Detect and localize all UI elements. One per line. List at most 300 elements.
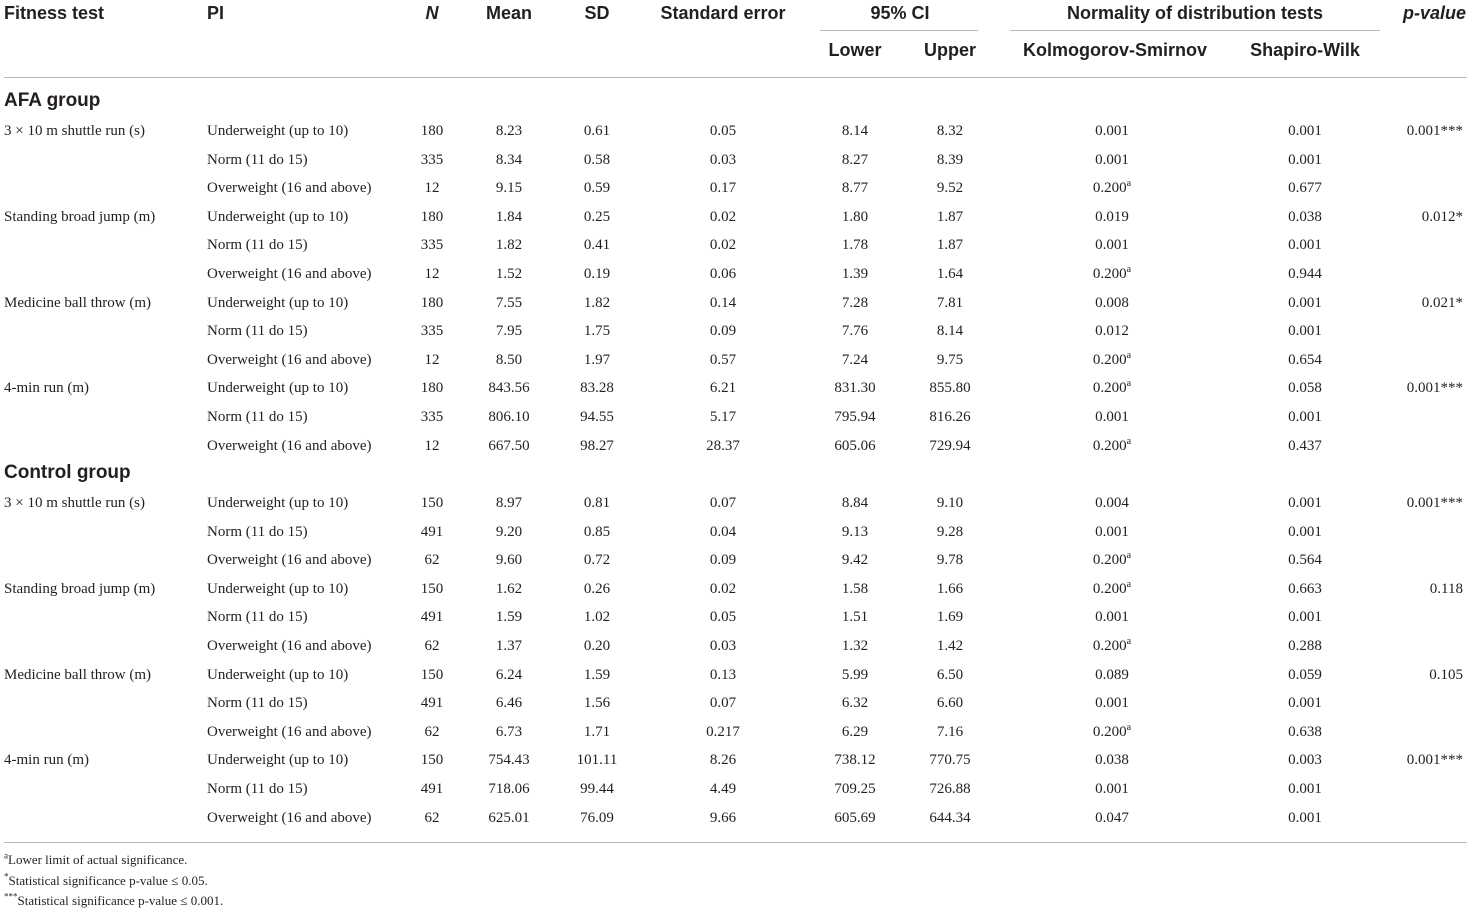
footnote-marker: a (1126, 636, 1132, 647)
cell-mean: 1.37 (495, 638, 523, 654)
cell-p-value (1365, 689, 1463, 717)
cell-mean: 718.06 (488, 781, 530, 797)
cell-ks (1062, 746, 1162, 774)
cell-ks (1062, 260, 1162, 288)
cell-n: 335 (420, 409, 444, 425)
cell-fitness-test: Standing broad jump (m) (4, 208, 156, 225)
cell-mean: 754.43 (488, 752, 530, 769)
cell-mean: 1.62 (495, 580, 523, 597)
cell-pi: Underweight (up to 10) (207, 666, 349, 683)
cell-sd: 0.61 (583, 123, 611, 139)
cell-sd: 1.02 (583, 609, 611, 626)
header-normality: Normality of distribution tests (1066, 3, 1324, 23)
cell-ks (1062, 374, 1162, 402)
header-p-value: p-value (1402, 3, 1466, 23)
normality-subheader-rule (1010, 30, 1380, 31)
ks-value: 0.038 (1095, 752, 1129, 769)
cell-ci-upper: 6.50 (936, 666, 964, 683)
cell-ci-upper: 8.14 (936, 323, 964, 340)
cell-p-value (1365, 146, 1463, 174)
cell-standard-error: 0.05 (709, 609, 737, 626)
cell-ci-lower: 605.69 (834, 809, 876, 826)
cell-mean: 1.52 (495, 266, 523, 282)
cell-sw: 0.001 (1288, 237, 1322, 254)
cell-ci-upper: 9.10 (936, 495, 964, 511)
cell-ci-upper: 855.80 (929, 380, 971, 397)
cell-mean: 8.23 (495, 123, 523, 139)
table-row (0, 346, 1471, 374)
cell-sw: 0.001 (1288, 809, 1322, 826)
cell-ks (1062, 689, 1162, 717)
cell-pi: Overweight (16 and above) (207, 723, 372, 740)
cell-sw: 0.001 (1288, 294, 1322, 311)
ks-value: 0.004 (1095, 495, 1129, 511)
cell-ks (1062, 289, 1162, 317)
footnote-marker: a (1126, 721, 1132, 733)
cell-standard-error: 0.07 (709, 695, 737, 712)
footnote-marker: a (1126, 178, 1132, 190)
cell-sd: 1.97 (583, 351, 611, 368)
cell-pi: Underweight (up to 10) (207, 123, 349, 139)
cell-mean: 7.55 (495, 294, 523, 311)
header-mean: Mean (485, 3, 532, 23)
cell-p-value (1365, 432, 1463, 460)
cell-standard-error: 0.05 (709, 123, 737, 139)
cell-n: 12 (424, 437, 440, 454)
cell-pi: Overweight (16 and above) (207, 266, 372, 282)
cell-pi: Norm (11 do 15) (207, 151, 308, 168)
cell-ci-lower: 795.94 (834, 409, 876, 425)
cell-mean: 6.46 (495, 695, 523, 712)
cell-ci-lower: 1.80 (841, 208, 869, 225)
cell-standard-error: 0.13 (709, 666, 737, 683)
cell-p-value (1365, 403, 1463, 431)
cell-ci-upper: 7.16 (936, 723, 964, 740)
cell-p-value (1365, 518, 1463, 546)
cell-n: 180 (420, 208, 444, 225)
cell-ci-upper: 9.75 (936, 351, 964, 368)
ks-value: 0.001 (1095, 151, 1129, 168)
table-row (0, 174, 1471, 202)
cell-pi: Norm (11 do 15) (207, 323, 308, 340)
table-row (0, 632, 1471, 660)
cell-n: 12 (424, 180, 440, 197)
cell-p-value: 0.001*** (1406, 123, 1463, 139)
table-row (0, 489, 1471, 517)
ks-value: 0.047 (1095, 809, 1129, 826)
table-row (0, 518, 1471, 546)
ks-value: 0.089 (1095, 666, 1129, 683)
cell-sw: 0.288 (1288, 638, 1322, 654)
cell-sd: 0.25 (583, 208, 611, 225)
footnote-marker: a (1126, 349, 1132, 361)
cell-n: 335 (420, 323, 444, 340)
table-row (0, 603, 1471, 631)
ks-value: 0.200 (1092, 638, 1127, 654)
cell-ks (1062, 174, 1162, 202)
table-row (0, 117, 1471, 145)
cell-sd: 0.81 (583, 495, 611, 511)
cell-ks (1062, 632, 1162, 660)
table-row (0, 374, 1471, 402)
ks-value: 0.200 (1092, 552, 1127, 569)
cell-n: 150 (420, 752, 444, 769)
cell-p-value (1365, 546, 1463, 574)
table-row (0, 546, 1471, 574)
cell-fitness-test: Standing broad jump (m) (4, 580, 156, 597)
cell-ci-upper: 9.78 (936, 552, 964, 569)
cell-ks (1062, 317, 1162, 345)
cell-ci-lower: 9.42 (841, 552, 869, 569)
ks-value: 0.019 (1095, 208, 1129, 225)
cell-p-value (1365, 804, 1463, 832)
cell-ks (1062, 518, 1162, 546)
footnote (4, 871, 208, 891)
cell-ks (1062, 575, 1162, 603)
cell-pi: Overweight (16 and above) (207, 180, 372, 197)
cell-n: 150 (420, 495, 444, 511)
table-row (0, 689, 1471, 717)
cell-standard-error: 4.49 (709, 781, 737, 797)
table-row (0, 661, 1471, 689)
cell-pi: Underweight (up to 10) (207, 294, 349, 311)
header-ci-upper: Upper (923, 40, 976, 60)
ks-value: 0.001 (1095, 523, 1129, 540)
cell-n: 150 (420, 666, 444, 683)
cell-ci-lower: 8.27 (841, 151, 869, 168)
table-row (0, 804, 1471, 832)
cell-standard-error: 0.57 (709, 351, 737, 368)
cell-sw: 0.638 (1288, 723, 1322, 740)
header-ci-lower: Lower (828, 40, 882, 60)
cell-n: 491 (420, 609, 444, 626)
cell-mean: 8.34 (495, 151, 523, 168)
cell-ks (1062, 146, 1162, 174)
cell-p-value (1365, 260, 1463, 288)
cell-ci-upper: 1.69 (936, 609, 964, 626)
ks-value: 0.200 (1092, 180, 1127, 197)
cell-pi: Norm (11 do 15) (207, 695, 308, 712)
cell-standard-error: 6.21 (709, 380, 737, 397)
header-sd: SD (584, 3, 610, 23)
cell-ci-upper: 1.64 (936, 266, 964, 282)
cell-ci-upper: 6.60 (936, 695, 964, 712)
cell-ci-lower: 5.99 (841, 666, 869, 683)
cell-ks (1062, 231, 1162, 259)
cell-n: 12 (424, 351, 440, 368)
cell-p-value: 0.118 (1429, 580, 1463, 597)
cell-sw: 0.677 (1288, 180, 1322, 197)
cell-ci-lower: 831.30 (834, 380, 876, 397)
cell-sd: 98.27 (580, 437, 614, 454)
cell-ci-upper: 1.87 (936, 208, 964, 225)
cell-sd: 1.71 (583, 723, 611, 740)
cell-ks (1062, 403, 1162, 431)
cell-ci-lower: 1.78 (841, 237, 869, 254)
table-row (0, 203, 1471, 231)
cell-ks (1062, 203, 1162, 231)
cell-sd: 0.20 (583, 638, 611, 654)
cell-standard-error: 8.26 (709, 752, 737, 769)
ks-value: 0.200 (1092, 266, 1127, 282)
cell-ci-lower: 6.29 (841, 723, 869, 740)
cell-n: 491 (420, 781, 444, 797)
cell-p-value: 0.001*** (1406, 752, 1463, 769)
cell-n: 491 (420, 695, 444, 712)
header-bottom-rule (4, 77, 1467, 78)
ks-value: 0.200 (1092, 380, 1127, 397)
cell-sw: 0.564 (1288, 552, 1322, 569)
cell-sw: 0.663 (1288, 580, 1322, 597)
cell-standard-error: 0.09 (709, 552, 737, 569)
cell-ci-lower: 9.13 (841, 523, 869, 540)
footnote-mark: * (4, 871, 9, 882)
cell-ci-upper: 1.66 (936, 580, 964, 597)
ks-value: 0.200 (1092, 580, 1127, 597)
cell-sd: 76.09 (580, 809, 614, 826)
table-row (0, 260, 1471, 288)
cell-ci-lower: 7.24 (841, 351, 869, 368)
cell-standard-error: 28.37 (706, 437, 740, 454)
table-row (0, 718, 1471, 746)
cell-standard-error: 0.17 (709, 180, 737, 197)
cell-sd: 0.72 (583, 552, 611, 569)
cell-ks (1062, 718, 1162, 746)
footnote-marker: a (1126, 378, 1132, 390)
cell-ci-lower: 1.58 (841, 580, 869, 597)
table-row (0, 746, 1471, 774)
cell-mean: 6.24 (495, 666, 523, 683)
cell-sw: 0.059 (1288, 666, 1322, 683)
cell-mean: 8.97 (495, 495, 523, 511)
header-n: N (425, 3, 439, 23)
cell-pi: Overweight (16 and above) (207, 437, 372, 454)
cell-p-value: 0.001*** (1406, 380, 1463, 397)
cell-pi: Norm (11 do 15) (207, 609, 308, 626)
cell-ks (1062, 432, 1162, 460)
header-95-ci: 95% CI (870, 3, 930, 23)
cell-pi: Overweight (16 and above) (207, 552, 372, 569)
cell-ci-lower: 6.32 (841, 695, 869, 712)
ks-value: 0.200 (1092, 351, 1127, 368)
cell-sd: 0.41 (583, 237, 611, 254)
footnote-marker: a (1126, 578, 1132, 590)
cell-sd: 99.44 (580, 781, 614, 797)
cell-pi: Underweight (up to 10) (207, 208, 349, 225)
cell-sd: 101.11 (576, 752, 618, 769)
ks-value: 0.012 (1095, 323, 1129, 340)
cell-ci-lower: 7.28 (841, 294, 869, 311)
table-row (0, 317, 1471, 345)
cell-pi: Norm (11 do 15) (207, 237, 308, 254)
cell-n: 180 (420, 294, 444, 311)
cell-sw: 0.944 (1288, 266, 1322, 282)
cell-mean: 9.60 (495, 552, 523, 569)
cell-mean: 625.01 (488, 809, 530, 826)
cell-sw: 0.001 (1288, 495, 1322, 511)
cell-ci-upper: 8.32 (936, 123, 964, 139)
cell-sd: 1.59 (583, 666, 611, 683)
cell-ci-lower: 709.25 (834, 781, 876, 797)
cell-p-value: 0.012* (1421, 208, 1463, 225)
footnote-mark: a (4, 850, 8, 861)
cell-ci-lower: 605.06 (834, 437, 876, 454)
cell-n: 335 (420, 151, 444, 168)
cell-sd: 0.58 (583, 151, 611, 168)
cell-ks (1062, 346, 1162, 374)
cell-mean: 1.82 (495, 237, 523, 254)
cell-mean: 7.95 (495, 323, 523, 340)
footnote (4, 850, 187, 870)
table-row (0, 231, 1471, 259)
cell-p-value (1365, 718, 1463, 746)
cell-ci-upper: 8.39 (936, 151, 964, 168)
cell-standard-error: 0.02 (709, 580, 737, 597)
cell-standard-error: 0.03 (709, 638, 737, 654)
header-shapiro-wilk: Shapiro-Wilk (1250, 40, 1360, 60)
cell-p-value: 0.001*** (1406, 495, 1463, 511)
cell-p-value (1365, 231, 1463, 259)
cell-n: 180 (420, 123, 444, 139)
cell-mean: 843.56 (488, 380, 530, 397)
cell-ci-upper: 7.81 (936, 294, 964, 311)
group-title: Control group (4, 462, 131, 483)
cell-ks (1062, 117, 1162, 145)
table-row (0, 289, 1471, 317)
header-standard-error: Standard error (660, 3, 786, 23)
cell-standard-error: 0.06 (709, 266, 737, 282)
cell-sw: 0.654 (1288, 351, 1322, 368)
cell-fitness-test: Medicine ball throw (m) (4, 666, 152, 683)
cell-sw: 0.437 (1288, 437, 1322, 454)
cell-sd: 83.28 (580, 380, 614, 397)
header-fitness-test: Fitness test (4, 3, 105, 23)
footnote-marker: a (1126, 435, 1132, 447)
cell-sd: 0.26 (583, 580, 611, 597)
cell-sd: 1.82 (583, 294, 611, 311)
cell-mean: 1.59 (495, 609, 523, 626)
cell-sd: 94.55 (580, 409, 614, 425)
cell-p-value: 0.105 (1429, 666, 1463, 683)
cell-ci-lower: 1.51 (841, 609, 869, 626)
cell-ci-upper: 9.28 (936, 523, 964, 540)
cell-n: 12 (424, 266, 440, 282)
cell-fitness-test: 3 × 10 m shuttle run (s) (4, 495, 145, 511)
ks-value: 0.008 (1095, 294, 1129, 311)
cell-mean: 667.50 (488, 437, 530, 454)
cell-mean: 1.84 (495, 208, 523, 225)
table-row (0, 403, 1471, 431)
cell-standard-error: 9.66 (709, 809, 737, 826)
cell-n: 150 (420, 580, 444, 597)
cell-standard-error: 0.217 (706, 723, 740, 740)
table-row (0, 432, 1471, 460)
footnote (4, 891, 223, 911)
cell-sd: 0.19 (583, 266, 611, 282)
cell-n: 180 (420, 380, 444, 397)
cell-standard-error: 0.04 (709, 523, 737, 540)
cell-ci-lower: 1.32 (841, 638, 869, 654)
cell-ks (1062, 775, 1162, 803)
table-row (0, 146, 1471, 174)
cell-pi: Underweight (up to 10) (207, 580, 349, 597)
cell-ci-upper: 770.75 (929, 752, 971, 769)
ks-value: 0.001 (1095, 781, 1129, 797)
cell-standard-error: 0.07 (709, 495, 737, 511)
cell-mean: 6.73 (495, 723, 523, 740)
cell-sw: 0.001 (1288, 123, 1322, 139)
cell-ks (1062, 546, 1162, 574)
cell-standard-error: 0.02 (709, 237, 737, 254)
cell-sw: 0.003 (1288, 752, 1322, 769)
cell-sd: 1.56 (583, 695, 611, 712)
cell-mean: 8.50 (495, 351, 523, 368)
cell-standard-error: 0.09 (709, 323, 737, 340)
cell-ci-lower: 1.39 (841, 266, 869, 282)
cell-fitness-test: 3 × 10 m shuttle run (s) (4, 123, 145, 139)
cell-n: 62 (424, 723, 440, 740)
cell-pi: Overweight (16 and above) (207, 351, 372, 368)
cell-mean: 9.20 (495, 523, 523, 540)
cell-p-value: 0.021* (1421, 294, 1463, 311)
header-kolmogorov-smirnov: Kolmogorov-Smirnov (1022, 40, 1207, 60)
cell-ci-upper: 816.26 (929, 409, 971, 425)
footnote-mark: *** (4, 891, 18, 902)
cell-standard-error: 0.03 (709, 151, 737, 168)
cell-standard-error: 0.14 (709, 294, 737, 311)
cell-pi: Underweight (up to 10) (207, 495, 349, 511)
cell-pi: Underweight (up to 10) (207, 380, 349, 397)
footnote-text: Statistical significance p-value ≤ 0.05. (8, 873, 208, 888)
cell-ci-upper: 729.94 (929, 437, 971, 454)
ks-value: 0.200 (1092, 437, 1127, 454)
cell-pi: Norm (11 do 15) (207, 523, 308, 540)
ks-value: 0.001 (1095, 409, 1129, 425)
ks-value: 0.001 (1095, 695, 1129, 712)
cell-p-value (1365, 632, 1463, 660)
cell-p-value (1365, 174, 1463, 202)
cell-sw: 0.038 (1288, 208, 1322, 225)
cell-fitness-test: 4-min run (m) (4, 752, 89, 769)
cell-p-value (1365, 346, 1463, 374)
group-title: AFA group (4, 90, 101, 111)
table-bottom-rule (4, 842, 1467, 843)
cell-sw: 0.001 (1288, 409, 1322, 425)
cell-p-value (1365, 603, 1463, 631)
cell-fitness-test: Medicine ball throw (m) (4, 294, 152, 311)
cell-n: 491 (420, 523, 444, 540)
cell-ci-upper: 726.88 (929, 781, 971, 797)
cell-sw: 0.001 (1288, 609, 1322, 626)
cell-ci-upper: 644.34 (929, 809, 971, 826)
footnote-text: Lower limit of actual significance. (8, 852, 188, 867)
cell-ci-upper: 1.87 (936, 237, 964, 254)
cell-sw: 0.001 (1288, 695, 1322, 712)
cell-ks (1062, 489, 1162, 517)
ks-value: 0.001 (1095, 609, 1129, 626)
cell-ci-lower: 8.84 (841, 495, 869, 511)
cell-pi: Overweight (16 and above) (207, 638, 372, 654)
ks-value: 0.001 (1095, 237, 1129, 254)
table-row (0, 775, 1471, 803)
cell-ci-lower: 738.12 (834, 752, 876, 769)
cell-sw: 0.001 (1288, 523, 1322, 540)
cell-n: 335 (420, 237, 444, 254)
cell-sw: 0.058 (1288, 380, 1322, 397)
cell-sw: 0.001 (1288, 781, 1322, 797)
cell-ci-lower: 8.14 (841, 123, 869, 139)
cell-ks (1062, 804, 1162, 832)
